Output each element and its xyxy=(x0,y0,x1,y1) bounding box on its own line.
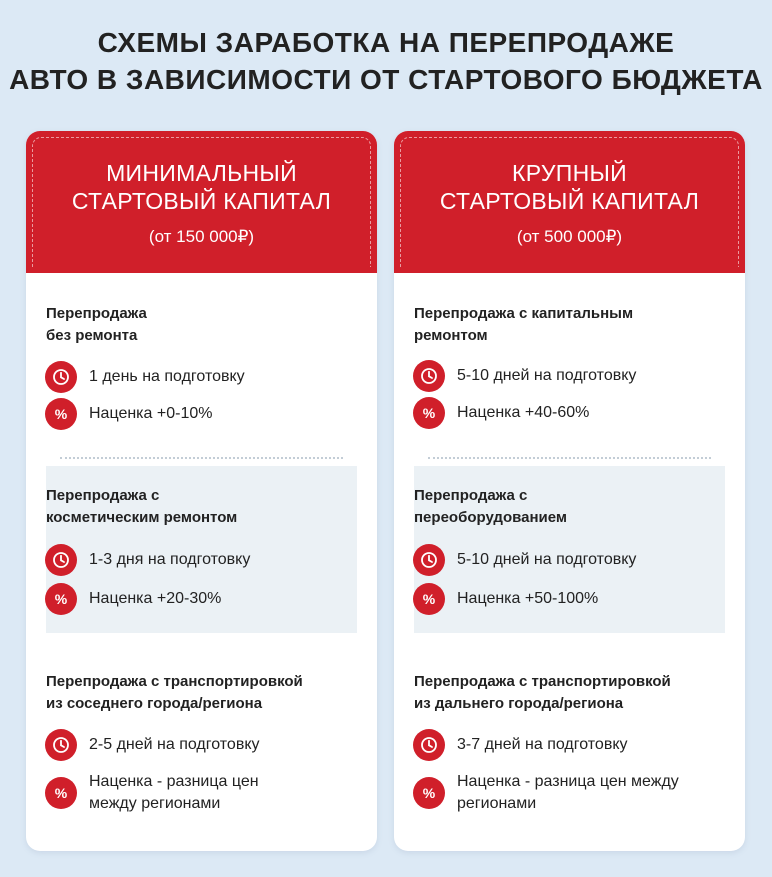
scheme-markup-line-1: Наценка +0-10% xyxy=(89,405,213,422)
scheme-markup xyxy=(457,402,589,424)
scheme-markup-row xyxy=(45,583,221,615)
percent-icon: % xyxy=(413,583,445,615)
card-header xyxy=(394,131,745,273)
scheme-title-line-2: переоборудованием xyxy=(414,509,568,526)
card-header xyxy=(26,131,377,273)
scheme-markup-line-1: Наценка - разница цен xyxy=(89,773,259,790)
scheme-title xyxy=(46,671,303,715)
scheme-markup-row xyxy=(413,397,589,429)
scheme-title xyxy=(414,485,567,529)
scheme-title-line-2: ремонтом xyxy=(414,327,488,344)
scheme-time: 5-10 дней на подготовку xyxy=(457,551,637,568)
page-title-line-2: АВТО В ЗАВИСИМОСТИ ОТ СТАРТОВОГО БЮДЖЕТА xyxy=(9,64,763,95)
percent-icon: % xyxy=(45,777,77,809)
scheme-time-row xyxy=(45,361,245,393)
scheme-time-row xyxy=(45,544,250,576)
scheme-markup xyxy=(457,771,679,815)
scheme-time: 1-3 дня на подготовку xyxy=(89,551,251,568)
scheme-markup-line-1: Наценка - разница цен между xyxy=(457,773,679,790)
scheme-markup-row xyxy=(45,398,212,430)
clock-icon xyxy=(45,729,77,761)
card-title-line-1: МИНИМАЛЬНЫЙ xyxy=(106,160,297,186)
scheme-title-line-1: Перепродажа с транспортировкой xyxy=(414,673,671,690)
section-divider xyxy=(428,457,711,459)
scheme-markup xyxy=(457,588,598,610)
clock-icon xyxy=(413,360,445,392)
card-title-line-2: СТАРТОВЫЙ КАПИТАЛ xyxy=(71,188,332,214)
scheme-title-line-2: из дальнего города/региона xyxy=(414,695,624,712)
section-divider xyxy=(60,457,343,459)
clock-icon xyxy=(413,729,445,761)
scheme-time: 3-7 дней на подготовку xyxy=(457,736,628,753)
scheme-markup xyxy=(89,403,212,425)
scheme-title-line-2: без ремонта xyxy=(46,327,138,344)
percent-icon: % xyxy=(413,397,445,429)
percent-icon: % xyxy=(45,398,77,430)
scheme-title-line-1: Перепродажа с транспортировкой xyxy=(46,673,303,690)
scheme-markup-row xyxy=(413,583,598,615)
scheme-title xyxy=(46,303,147,347)
scheme-time-row xyxy=(413,360,636,392)
scheme-time-row xyxy=(413,544,636,576)
card-title-line-2: СТАРТОВЫЙ КАПИТАЛ xyxy=(439,188,700,214)
scheme-title-line-1: Перепродажа xyxy=(46,305,147,322)
scheme-title-line-1: Перепродажа с xyxy=(414,487,528,504)
scheme-markup-line-2: между регионами xyxy=(89,795,221,812)
card-budget: (от 500 000₽) xyxy=(516,227,623,246)
page-title-line-1: СХЕМЫ ЗАРАБОТКА НА ПЕРЕПРОДАЖЕ xyxy=(97,27,675,58)
scheme-time: 5-10 дней на подготовку xyxy=(457,367,637,384)
scheme-markup xyxy=(89,771,259,815)
scheme-title-line-2: косметическим ремонтом xyxy=(46,509,238,526)
scheme-title-line-1: Перепродажа с xyxy=(46,487,160,504)
percent-icon: % xyxy=(45,583,77,615)
clock-icon xyxy=(45,544,77,576)
scheme-markup-line-1: Наценка +50-100% xyxy=(457,590,599,607)
scheme-title xyxy=(414,671,671,715)
scheme-title-line-1: Перепродажа с капитальным xyxy=(414,305,634,322)
scheme-title xyxy=(414,303,633,347)
scheme-markup-row xyxy=(413,771,679,815)
clock-icon xyxy=(45,361,77,393)
scheme-title xyxy=(46,485,237,529)
card-minimal-capital xyxy=(26,131,377,851)
scheme-markup-line-2: регионами xyxy=(457,795,537,812)
percent-icon: % xyxy=(413,777,445,809)
card-title xyxy=(26,159,377,215)
card-title xyxy=(394,159,745,215)
scheme-time: 2-5 дней на подготовку xyxy=(89,736,260,753)
card-title-line-1: КРУПНЫЙ xyxy=(512,160,627,186)
card-large-capital xyxy=(394,131,745,851)
clock-icon xyxy=(413,544,445,576)
scheme-markup-line-1: Наценка +40-60% xyxy=(457,404,590,421)
scheme-title-line-2: из соседнего города/региона xyxy=(46,695,263,712)
card-budget: (от 150 000₽) xyxy=(148,227,255,246)
scheme-markup-line-1: Наценка +20-30% xyxy=(89,590,222,607)
page-title xyxy=(0,24,772,98)
scheme-time-row xyxy=(413,729,628,761)
scheme-time-row xyxy=(45,729,260,761)
scheme-markup xyxy=(89,588,221,610)
scheme-time: 1 день на подготовку xyxy=(89,368,245,385)
scheme-markup-row xyxy=(45,771,259,815)
